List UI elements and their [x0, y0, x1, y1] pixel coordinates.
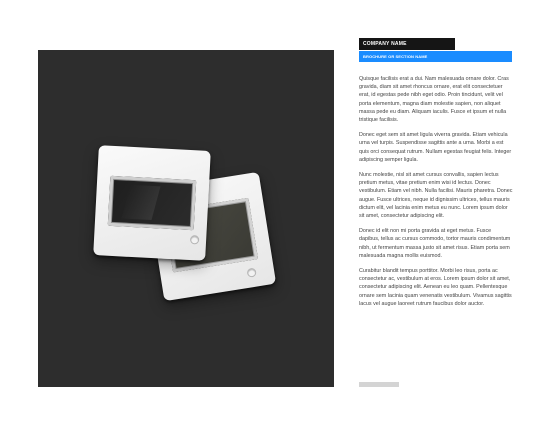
- body-paragraph: Donec eget sem sit amet ligula viverra gravida. Etiam vehicula urna vel turpis. Suspendisse sagittis ante a urna. Morbi a est quis orci consequat rutrum. Nullam egestas feugiat felis. Integer adipiscing semper ligula.: [359, 132, 512, 163]
- footer-bar: [359, 382, 399, 387]
- section-name-label: BROCHURE OR SECTION NAME: [359, 51, 512, 62]
- company-name-label: COMPANY NAME: [359, 38, 455, 50]
- hero-image: [38, 50, 334, 387]
- body-text: [359, 75, 513, 315]
- slide-mount-hole: [190, 235, 199, 244]
- body-paragraph: Curabitur blandit tempus porttitor. Morbi leo risus, porta ac consectetur ac, vestibulum at eros. Lorem ipsum dolor sit amet, consectetur adipiscing elit. Aenean eu leo quam. Pellentesque ornare sem lacinia quam venenatis vestibulum. Vivamus sagittis lacus vel augue laoreet rutrum faucibus dolor auctor.: [359, 268, 512, 307]
- body-paragraph: Quisque facilisis erat a dui. Nam malesuada ornare dolor. Cras gravida, diam sit amet rhoncus ornare, erat elit consectetuer erat, id egestas pede nibh eget odio. Proin tincidunt, velit vel porta elementum, magna diam molestie sapien, non aliquet massa pede eu diam. Aliquam iaculis. Fusce et ipsum et nulla tristique facilisis.: [359, 76, 509, 124]
- slide-mount-hole: [247, 268, 257, 278]
- slide-mount-front: [93, 145, 211, 261]
- body-paragraph: Nunc molestie, nisl sit amet cursus convallis, sapien lectus pretium metus, vitae pretium enim wisi id lectus. Donec vestibulum. Etiam vel nibh. Nulla facilisi. Mauris pharetra. Donec augue. Fusce ultrices, neque id dignissim ultrices, tellus mauris dictum elit, vel lacinia enim metus eu nunc. Lorem ipsum dolor sit amet, consectetur adipiscing elit.: [359, 172, 513, 220]
- body-paragraph: Donec id elit non mi porta gravida at eget metus. Fusce dapibus, tellus ac cursus commodo, tortor mauris condimentum nibh, ut fermentum massa justo sit amet risus. Etiam porta sem malesuada magna mollis euismod.: [359, 228, 511, 259]
